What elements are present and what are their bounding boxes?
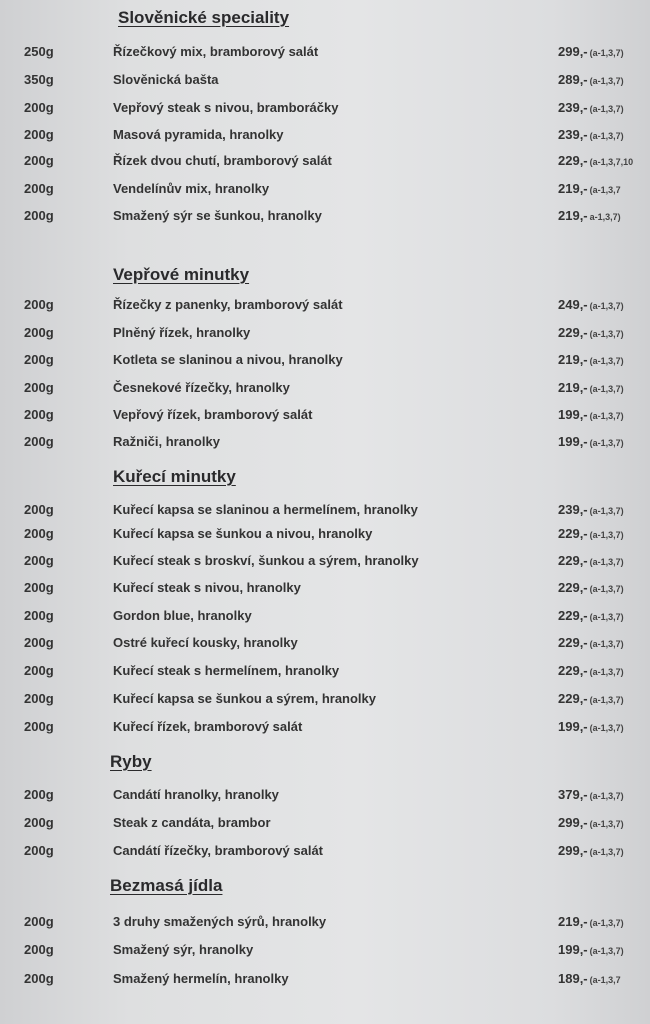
- item-allergens: (a-1,3,7): [589, 301, 624, 311]
- item-allergens: (a-1,3,7,10: [589, 157, 634, 167]
- item-name: Masová pyramida, hranolky: [113, 127, 284, 142]
- menu-item: [0, 815, 650, 835]
- section-heading: Kuřecí minutky: [113, 467, 236, 486]
- item-price-group: [558, 72, 624, 87]
- item-price-group: [558, 153, 633, 168]
- menu-item: [0, 44, 650, 64]
- item-price-group: [558, 297, 624, 312]
- item-weight: 250g: [24, 44, 54, 59]
- menu-item: [0, 580, 650, 600]
- item-name: Kuřecí kapsa se slaninou a hermelínem, hranolky: [113, 502, 418, 517]
- item-weight: 200g: [24, 553, 54, 568]
- item-weight: 200g: [24, 663, 54, 678]
- item-price: 239,-: [558, 127, 588, 142]
- item-weight: 200g: [24, 635, 54, 650]
- item-weight: 200g: [24, 181, 54, 196]
- item-allergens: (a-1,3,7): [589, 557, 624, 567]
- menu-item: [0, 526, 650, 546]
- item-weight: 200g: [24, 153, 54, 168]
- item-price-group: [558, 914, 624, 929]
- item-price: 219,-: [558, 181, 588, 196]
- menu-item: [0, 208, 650, 228]
- item-price-group: [558, 580, 624, 595]
- item-price: 229,-: [558, 663, 588, 678]
- item-price-group: [558, 208, 621, 223]
- item-allergens: (a-1,3,7): [589, 104, 624, 114]
- item-price-group: [558, 44, 624, 59]
- item-allergens: a-1,3,7): [589, 212, 621, 222]
- item-price: 229,-: [558, 691, 588, 706]
- menu-item: [0, 553, 650, 573]
- menu-item: [0, 787, 650, 807]
- menu-item: [0, 407, 650, 427]
- item-price-group: [558, 663, 624, 678]
- item-allergens: (a-1,3,7: [589, 975, 621, 985]
- item-name: Candátí hranolky, hranolky: [113, 787, 279, 802]
- item-allergens: (a-1,3,7: [589, 185, 621, 195]
- item-price: 219,-: [558, 208, 588, 223]
- item-name: Kuřecí řízek, bramborový salát: [113, 719, 303, 734]
- item-price-group: [558, 434, 624, 449]
- item-allergens: (a-1,3,7): [589, 438, 624, 448]
- item-name: Kotleta se slaninou a nivou, hranolky: [113, 352, 343, 367]
- item-price: 229,-: [558, 635, 588, 650]
- item-price: 219,-: [558, 914, 588, 929]
- menu-item: [0, 352, 650, 372]
- item-name: Kuřecí kapsa se šunkou a nivou, hranolky: [113, 526, 373, 541]
- section-heading: Vepřové minutky: [113, 265, 250, 284]
- item-price: 199,-: [558, 942, 588, 957]
- item-price-group: [558, 380, 624, 395]
- item-price-group: [558, 325, 624, 340]
- item-price: 229,-: [558, 526, 588, 541]
- menu-item: [0, 380, 650, 400]
- item-name: 3 druhy smažených sýrů, hranolky: [113, 914, 327, 929]
- item-weight: 200g: [24, 914, 54, 929]
- item-price: 239,-: [558, 100, 588, 115]
- item-weight: 200g: [24, 787, 54, 802]
- item-weight: 200g: [24, 352, 54, 367]
- item-price-group: [558, 100, 624, 115]
- menu-item: [0, 843, 650, 863]
- item-name: Řízek dvou chutí, bramborový salát: [113, 153, 332, 168]
- item-price-group: [558, 971, 621, 986]
- item-price-group: [558, 787, 624, 802]
- item-allergens: (a-1,3,7): [589, 411, 624, 421]
- item-name: Smažený sýr, hranolky: [113, 942, 254, 957]
- item-allergens: (a-1,3,7): [589, 584, 624, 594]
- menu-item: [0, 635, 650, 655]
- item-price-group: [558, 407, 624, 422]
- item-weight: 200g: [24, 325, 54, 340]
- item-price: 239,-: [558, 502, 588, 517]
- item-allergens: (a-1,3,7): [589, 639, 624, 649]
- item-price-group: [558, 608, 624, 623]
- item-weight: 200g: [24, 100, 54, 115]
- item-weight: 200g: [24, 434, 54, 449]
- item-allergens: (a-1,3,7): [589, 847, 624, 857]
- item-price: 299,-: [558, 843, 588, 858]
- item-price-group: [558, 843, 624, 858]
- item-price-group: [558, 553, 624, 568]
- menu-item: [0, 914, 650, 934]
- item-price-group: [558, 815, 624, 830]
- item-name: Vendelínův mix, hranolky: [113, 181, 270, 196]
- item-weight: 200g: [24, 815, 54, 830]
- item-price: 249,-: [558, 297, 588, 312]
- item-weight: 200g: [24, 380, 54, 395]
- item-price: 299,-: [558, 44, 588, 59]
- menu-item: [0, 325, 650, 345]
- item-price-group: [558, 352, 624, 367]
- item-price-group: [558, 942, 624, 957]
- item-price: 219,-: [558, 352, 588, 367]
- item-weight: 200g: [24, 127, 54, 142]
- item-name: Řízečky z panenky, bramborový salát: [113, 297, 343, 312]
- item-allergens: (a-1,3,7): [589, 506, 624, 516]
- item-allergens: (a-1,3,7): [589, 819, 624, 829]
- item-allergens: (a-1,3,7): [589, 946, 624, 956]
- item-allergens: (a-1,3,7): [589, 918, 624, 928]
- item-allergens: (a-1,3,7): [589, 667, 624, 677]
- section-heading: Bezmasá jídla: [110, 876, 223, 895]
- item-allergens: (a-1,3,7): [589, 695, 624, 705]
- item-allergens: (a-1,3,7): [589, 384, 624, 394]
- item-price: 199,-: [558, 719, 588, 734]
- item-price-group: [558, 502, 624, 517]
- item-name: Slověnická bašta: [113, 72, 219, 87]
- item-allergens: (a-1,3,7): [589, 612, 624, 622]
- item-name: Steak z candáta, brambor: [113, 815, 271, 830]
- item-price-group: [558, 526, 624, 541]
- item-price: 299,-: [558, 815, 588, 830]
- item-price-group: [558, 691, 624, 706]
- item-name: Plněný řízek, hranolky: [113, 325, 251, 340]
- menu-item: [0, 72, 650, 92]
- item-name: Gordon blue, hranolky: [113, 608, 252, 623]
- item-price: 229,-: [558, 325, 588, 340]
- item-price: 199,-: [558, 407, 588, 422]
- menu-item: [0, 100, 650, 120]
- item-price: 379,-: [558, 787, 588, 802]
- menu-item: [0, 181, 650, 201]
- item-name: Česnekové řízečky, hranolky: [113, 380, 290, 395]
- item-weight: 200g: [24, 719, 54, 734]
- item-name: Kuřecí steak s broskví, šunkou a sýrem, hranolky: [113, 553, 419, 568]
- menu-item: [0, 153, 650, 173]
- item-allergens: (a-1,3,7): [589, 329, 624, 339]
- item-name: Smažený sýr se šunkou, hranolky: [113, 208, 322, 223]
- item-price: 199,-: [558, 434, 588, 449]
- item-price: 229,-: [558, 153, 588, 168]
- item-price-group: [558, 127, 624, 142]
- item-name: Ostré kuřecí kousky, hranolky: [113, 635, 298, 650]
- item-price: 219,-: [558, 380, 588, 395]
- item-name: Vepřový steak s nivou, bramboráčky: [113, 100, 339, 115]
- item-allergens: (a-1,3,7): [589, 530, 624, 540]
- item-allergens: (a-1,3,7): [589, 791, 624, 801]
- menu-item: [0, 297, 650, 317]
- menu-item: [0, 127, 650, 147]
- item-name: Candátí řízečky, bramborový salát: [113, 843, 324, 858]
- item-name: Kuřecí steak s nivou, hranolky: [113, 580, 301, 595]
- menu-item: [0, 691, 650, 711]
- item-weight: 200g: [24, 580, 54, 595]
- item-price-group: [558, 181, 621, 196]
- item-price-group: [558, 719, 624, 734]
- item-price: 229,-: [558, 553, 588, 568]
- item-name: Kuřecí steak s hermelínem, hranolky: [113, 663, 340, 678]
- item-allergens: (a-1,3,7): [589, 76, 624, 86]
- item-name: Vepřový řízek, bramborový salát: [113, 407, 313, 422]
- menu-item: [0, 434, 650, 454]
- item-weight: 200g: [24, 407, 54, 422]
- menu-item: [0, 663, 650, 683]
- item-weight: 350g: [24, 72, 54, 87]
- menu-item: [0, 942, 650, 962]
- item-weight: 200g: [24, 942, 54, 957]
- item-price: 189,-: [558, 971, 588, 986]
- item-price-group: [558, 635, 624, 650]
- item-name: Řízečkový mix, bramborový salát: [113, 44, 319, 59]
- item-weight: 200g: [24, 971, 54, 986]
- item-price: 289,-: [558, 72, 588, 87]
- item-name: Kuřecí kapsa se šunkou a sýrem, hranolky: [113, 691, 377, 706]
- item-weight: 200g: [24, 691, 54, 706]
- item-allergens: (a-1,3,7): [589, 356, 624, 366]
- item-name: Ražniči, hranolky: [113, 434, 220, 449]
- item-weight: 200g: [24, 297, 54, 312]
- menu-item: [0, 971, 650, 991]
- section-heading: Slověnické speciality: [118, 8, 290, 27]
- menu-item: [0, 719, 650, 739]
- item-allergens: (a-1,3,7): [589, 48, 624, 58]
- item-allergens: (a-1,3,7): [589, 131, 624, 141]
- menu-item: [0, 608, 650, 628]
- section-heading: Ryby: [110, 752, 152, 771]
- item-weight: 200g: [24, 502, 54, 517]
- item-price: 229,-: [558, 608, 588, 623]
- item-weight: 200g: [24, 843, 54, 858]
- menu-item: [0, 502, 650, 522]
- item-weight: 200g: [24, 208, 54, 223]
- item-price: 229,-: [558, 580, 588, 595]
- item-allergens: (a-1,3,7): [589, 723, 624, 733]
- item-name: Smažený hermelín, hranolky: [113, 971, 289, 986]
- item-weight: 200g: [24, 608, 54, 623]
- item-weight: 200g: [24, 526, 54, 541]
